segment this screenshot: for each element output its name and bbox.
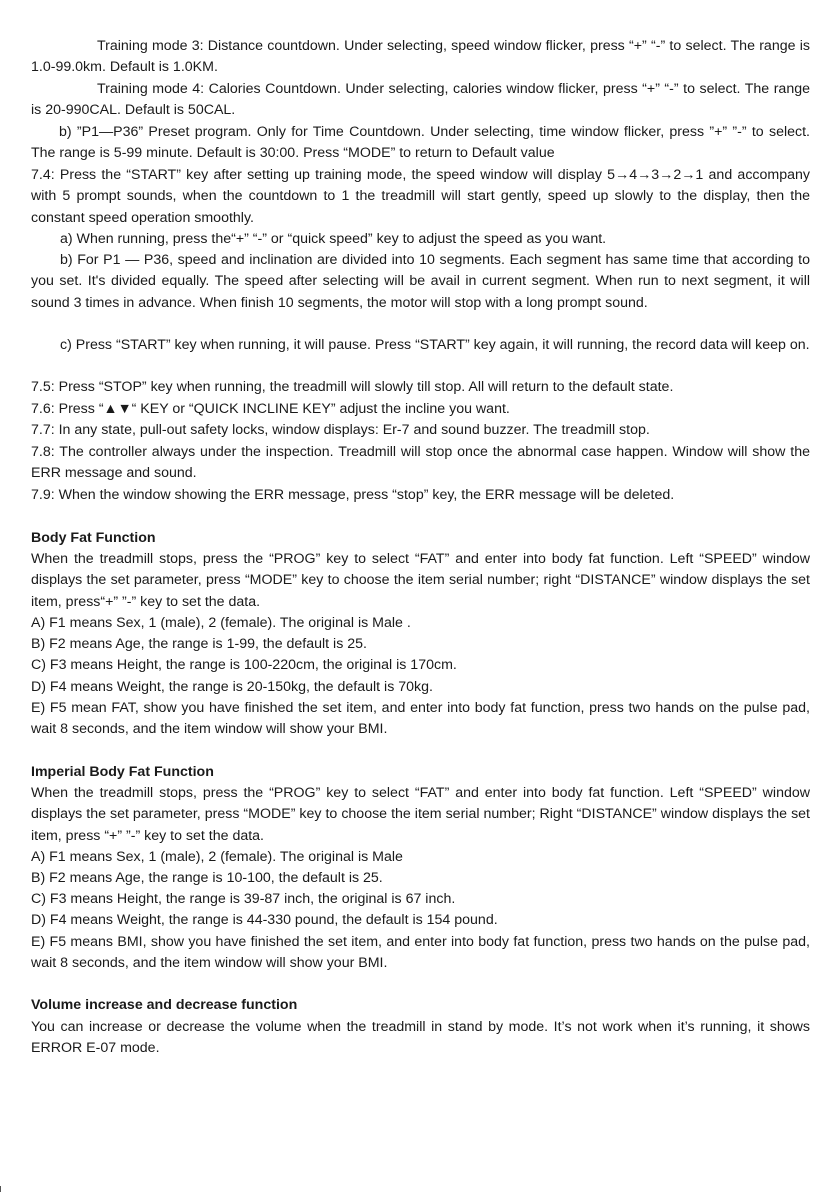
body-fat-f3-item: C) F3 means Height, the range is 100-220cm, the original is 170cm.: [31, 657, 457, 673]
body-fat-f2-item: B) F2 means Age, the range is 1-99, the default is 25.: [31, 636, 367, 652]
step-7-7-paragraph: 7.7: In any state, pull-out safety locks, window displays: Er-7 and sound buzzer. The treadmill stop.: [31, 422, 650, 438]
training-mode-4-paragraph: Training mode 4: Calories Countdown. Under selecting, calories window flicker, press “+” “-” to select. The range is 20-990CAL. Default is 50CAL.: [31, 81, 810, 119]
imperial-body-fat-intro-paragraph: When the treadmill stops, press the “PROG” key to select “FAT” and enter into body fat function. Left “SPEED” window displays the set parameter, press “MODE” key to choose the item serial number; Right “DISTANCE” window displays the set item, press “+” ”-” key to set the data.: [31, 785, 810, 844]
body-fat-f5-item: E) F5 mean FAT, show you have finished the set item, and enter into body fat function, press two hands on the pulse pad, wait 8 seconds, and the item window will show your BMI.: [31, 700, 810, 738]
body-fat-f4-item: D) F4 means Weight, the range is 20-150kg, the default is 70kg.: [31, 679, 433, 695]
body-fat-heading: Body Fat Function: [31, 530, 156, 546]
step-7-4-c-paragraph: c) Press “START” key when running, it will pause. Press “START” key again, it will running, the record data will keep on.: [60, 337, 810, 353]
step-7-6-paragraph: 7.6: Press “▲▼“ KEY or “QUICK INCLINE KEY” adjust the incline you want.: [31, 401, 510, 417]
volume-paragraph: You can increase or decrease the volume when the treadmill in stand by mode. It’s not work when it’s running, it shows ERROR E-07 mode.: [31, 1019, 810, 1057]
step-7-5-paragraph: 7.5: Press “STOP” key when running, the treadmill will slowly till stop. All will return to the default state.: [31, 379, 674, 395]
training-mode-3-paragraph: Training mode 3: Distance countdown. Under selecting, speed window flicker, press “+” “-” to select. The range is 1.0-99.0km. Default is 1.0KM.: [31, 38, 810, 76]
page-corner-mark: [0, 1186, 7, 1192]
body-fat-intro-paragraph: When the treadmill stops, press the “PROG” key to select “FAT” and enter into body fat function. Left “SPEED” window displays the set parameter, press “MODE” key to choose the item serial number; right “DISTANCE” window displays the set item, press“+” ”-” key to set the data.: [31, 551, 810, 610]
step-7-4-paragraph: 7.4: Press the “START” key after setting up training mode, the speed window will display 5→4→3→2→1 and accompany with 5 prompt sounds, when the countdown to 1 the treadmill will start gently, speed up slowly to the display, then the constant speed operation smoothly.: [31, 167, 810, 226]
imperial-f1-item: A) F1 means Sex, 1 (male), 2 (female). The original is Male: [31, 849, 403, 865]
imperial-f4-item: D) F4 means Weight, the range is 44-330 pound, the default is 154 pound.: [31, 912, 498, 928]
step-7-4-a-paragraph: a) When running, press the“+” “-” or “quick speed” key to adjust the speed as you want.: [60, 231, 607, 247]
imperial-f3-item: C) F3 means Height, the range is 39-87 inch, the original is 67 inch.: [31, 891, 456, 907]
volume-heading: Volume increase and decrease function: [31, 997, 298, 1013]
preset-program-paragraph: b) ”P1—P36” Preset program. Only for Time Countdown. Under selecting, time window flicker, press ”+” ”-” to select. The range is 5-99 minute. Default is 30:00. Press “MODE” to return to Default value: [31, 124, 810, 162]
step-7-8-paragraph: 7.8: The controller always under the inspection. Treadmill will stop once the abnormal case happen. Window will show the ERR message and sound.: [31, 444, 810, 482]
imperial-f2-item: B) F2 means Age, the range is 10-100, the default is 25.: [31, 870, 383, 886]
imperial-f5-item: E) F5 means BMI, show you have finished the set item, and enter into body fat function, press two hands on the pulse pad, wait 8 seconds, and the item window will show your BMI.: [31, 934, 810, 972]
step-7-4-b-paragraph: b) For P1 — P36, speed and inclination are divided into 10 segments. Each segment has same time that according to you set. It's divided equally. The speed after selecting will be avail in current segment. When run to next segment, it will sound 3 times in advance. When finish 10 segments, the motor will stop with a long prompt sound.: [31, 252, 810, 311]
imperial-body-fat-heading: Imperial Body Fat Function: [31, 764, 214, 780]
step-7-9-paragraph: 7.9: When the window showing the ERR message, press “stop” key, the ERR message will be deleted.: [31, 487, 675, 503]
body-fat-f1-item: A) F1 means Sex, 1 (male), 2 (female). The original is Male .: [31, 615, 411, 631]
